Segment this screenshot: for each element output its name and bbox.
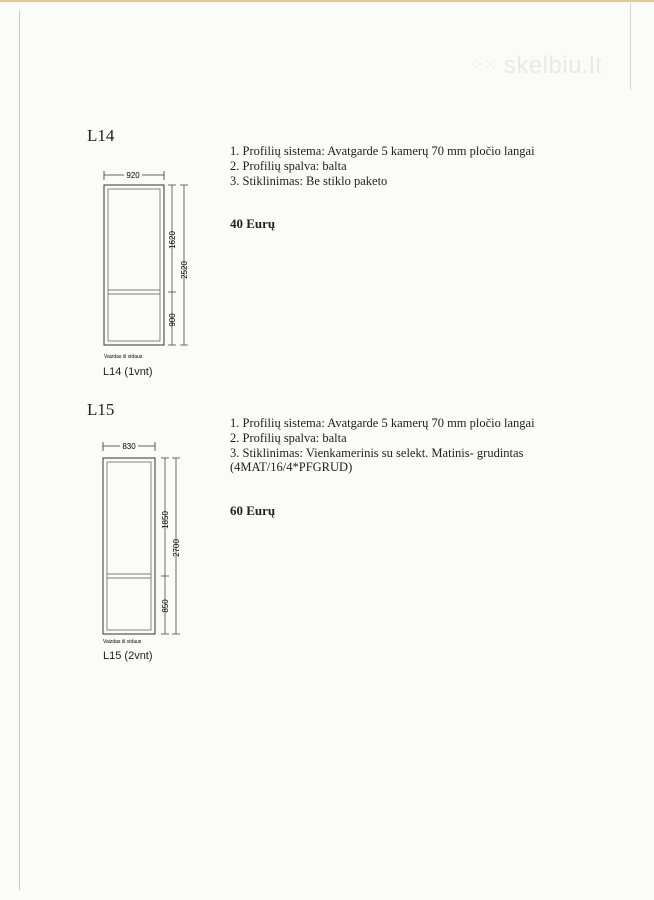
dim-total: 2520 bbox=[180, 261, 189, 279]
door-drawing-l15 bbox=[96, 440, 196, 651]
scan-edge-top bbox=[0, 0, 654, 2]
spec-list-l15 bbox=[230, 416, 535, 475]
dim-upper: 1850 bbox=[161, 511, 170, 529]
dim-lower: 900 bbox=[168, 313, 177, 327]
view-note: Vaizdas iš vidaus bbox=[104, 354, 143, 360]
dim-width: 920 bbox=[126, 171, 140, 180]
dim-upper: 1620 bbox=[168, 231, 177, 249]
spec-item: 1. Profilių sistema: Avatgarde 5 kamerų 70 mm pločio langai bbox=[230, 416, 535, 430]
watermark-text: skelbiu.lt bbox=[503, 52, 603, 79]
spec-item: 1. Profilių sistema: Avatgarde 5 kamerų 70 mm pločio langai bbox=[230, 144, 535, 158]
dim-lower: 850 bbox=[161, 599, 170, 613]
price-l14: 40 Eurų bbox=[230, 216, 276, 231]
spec-item: 2. Profilių spalva: balta bbox=[230, 158, 347, 173]
spec-item: 2. Profilių spalva: balta bbox=[230, 430, 347, 445]
dim-total: 2700 bbox=[172, 539, 181, 557]
spec-item: (4MAT/16/4*PFGRUD) bbox=[230, 460, 353, 475]
scan-edge-right bbox=[630, 0, 631, 90]
view-note: Vaizdas iš vidaus bbox=[103, 639, 142, 645]
caption-l15: L15 (2vnt) bbox=[103, 650, 153, 662]
dim-width: 830 bbox=[122, 442, 136, 451]
watermark bbox=[470, 52, 602, 80]
caption-l14: L14 (1vnt) bbox=[103, 366, 153, 378]
price-l15: 60 Eurų bbox=[230, 503, 276, 518]
dots-icon: ⁘⁙ bbox=[470, 57, 498, 74]
section-title-l14: L14 bbox=[87, 126, 115, 145]
section-title-l15: L15 bbox=[87, 400, 115, 419]
spec-list-l14 bbox=[230, 144, 535, 188]
spec-item: 3. Stiklinimas: Vienkamerinis su selekt. Matinis- grudintas bbox=[230, 445, 524, 460]
spec-item: 3. Stiklinimas: Be stiklo paketo bbox=[230, 173, 388, 188]
scan-edge-left bbox=[19, 10, 20, 890]
door-drawing-l14 bbox=[96, 170, 196, 365]
